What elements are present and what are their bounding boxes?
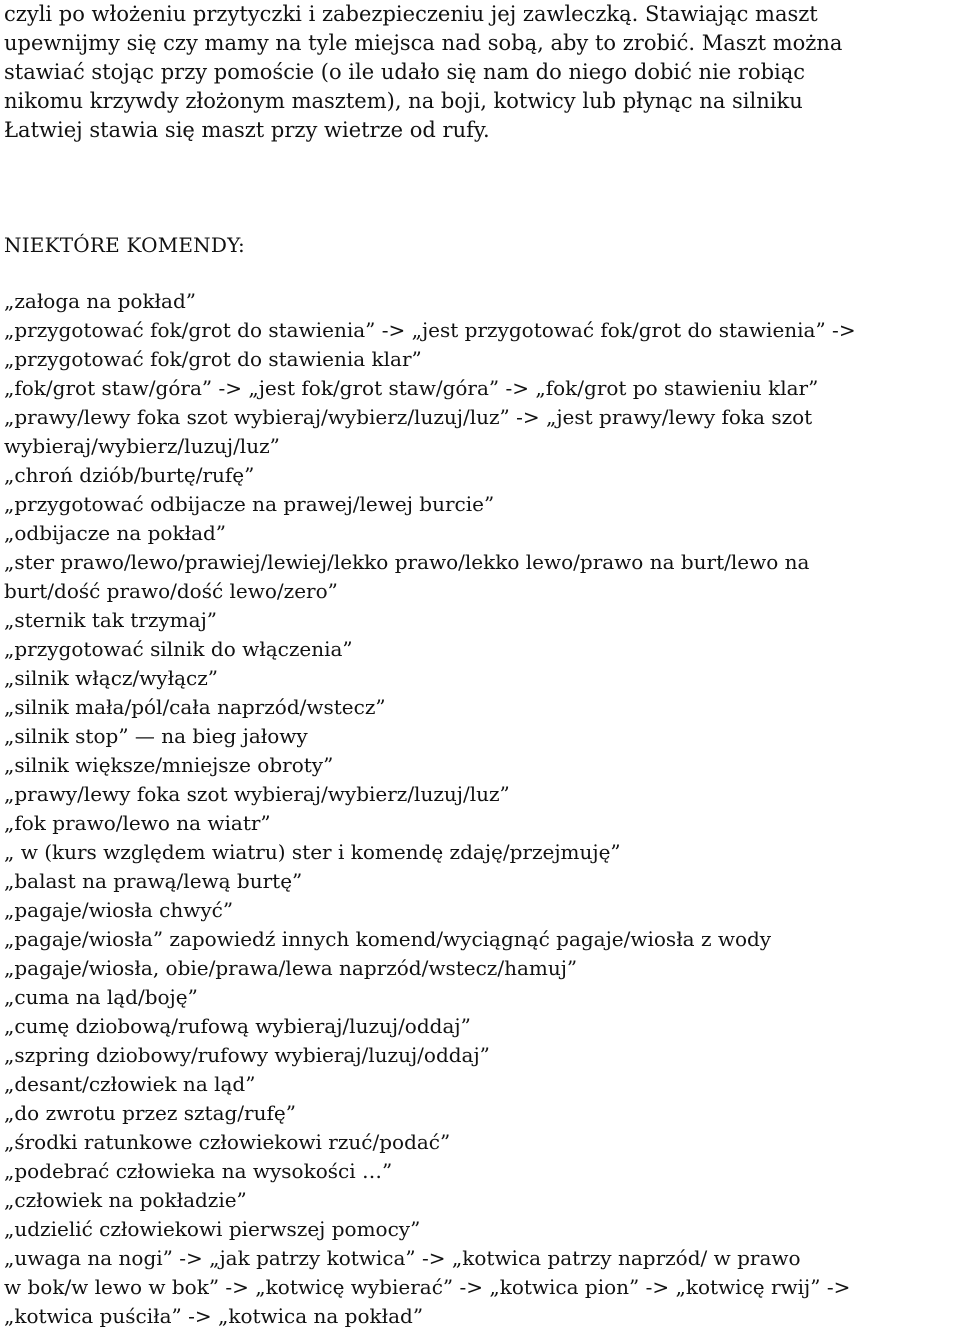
command-line: „środki ratunkowe człowiekowi rzuć/podać” — [4, 1130, 451, 1154]
command-line: „chroń dziób/burtę/rufę” — [4, 463, 255, 487]
command-line: „cumę dziobową/rufową wybieraj/luzuj/oddaj” — [4, 1014, 471, 1038]
command-line: „do zwrotu przez sztag/rufę” — [4, 1101, 296, 1125]
command-line: „szpring dziobowy/rufowy wybieraj/luzuj/oddaj” — [4, 1043, 490, 1067]
command-line: burt/dość prawo/dość lewo/zero” — [4, 579, 338, 603]
command-line: „fok prawo/lewo na wiatr” — [4, 811, 271, 835]
command-line: „podebrać człowieka na wysokości …” — [4, 1159, 393, 1183]
command-line: „fok/grot staw/góra” -> „jest fok/grot staw/góra” -> „fok/grot po stawieniu klar” — [4, 376, 819, 400]
command-line: wybieraj/wybierz/luzuj/luz” — [4, 434, 280, 458]
command-line: „cuma na ląd/boję” — [4, 985, 198, 1009]
command-line: „odbijacze na pokład” — [4, 521, 227, 545]
command-line: „silnik włącz/wyłącz” — [4, 666, 218, 690]
command-line: „silnik większe/mniejsze obroty” — [4, 753, 334, 777]
command-line: „desant/człowiek na ląd” — [4, 1072, 256, 1096]
intro-line: upewnijmy się czy mamy na tyle miejsca nad sobą, aby to zrobić. Maszt można — [4, 31, 843, 55]
command-line: w bok/w lewo w bok” -> „kotwicę wybierać” -> „kotwica pion” -> „kotwicę rwij” -> — [4, 1275, 851, 1299]
intro-line: czyli po włożeniu przytyczki i zabezpieczeniu jej zawleczką. Stawiając maszt — [4, 2, 818, 26]
command-line: „przygotować odbijacze na prawej/lewej burcie” — [4, 492, 495, 516]
command-line: „silnik stop” — na bieg jałowy — [4, 724, 308, 748]
command-line: „ster prawo/lewo/prawiej/lewiej/lekko prawo/lekko lewo/prawo na burt/lewo na — [4, 550, 810, 574]
intro-line: nikomu krzywdy złożonym masztem), na boji, kotwicy lub płynąc na silniku — [4, 89, 803, 113]
command-line: „przygotować fok/grot do stawienia klar” — [4, 347, 422, 371]
command-line: „sternik tak trzymaj” — [4, 608, 217, 632]
command-line: „pagaje/wiosła, obie/prawa/lewa naprzód/wstecz/hamuj” — [4, 956, 578, 980]
command-line: „prawy/lewy foka szot wybieraj/wybierz/luzuj/luz” — [4, 782, 510, 806]
command-line: „człowiek na pokładzie” — [4, 1188, 247, 1212]
command-line: „silnik mała/pól/cała naprzód/wstecz” — [4, 695, 386, 719]
intro-line: Łatwiej stawia się maszt przy wietrze od rufy. — [4, 118, 490, 142]
command-line: „prawy/lewy foka szot wybieraj/wybierz/luzuj/luz” -> „jest prawy/lewy foka szot — [4, 405, 813, 429]
command-line: „przygotować silnik do włączenia” — [4, 637, 353, 661]
command-line: „kotwica puściła” -> „kotwica na pokład” — [4, 1304, 424, 1328]
command-line: „balast na prawą/lewą burtę” — [4, 869, 303, 893]
command-line: „przygotować fok/grot do stawienia” -> „jest przygotować fok/grot do stawienia” -> — [4, 318, 856, 342]
intro-paragraph — [4, 0, 956, 145]
command-line: „pagaje/wiosła chwyć” — [4, 898, 234, 922]
command-line: „załoga na pokład” — [4, 289, 196, 313]
command-line: „ w (kurs względem wiatru) ster i komendę zdaję/przejmuję” — [4, 840, 621, 864]
command-line: „pagaje/wiosła” zapowiedź innych komend/wyciągnąć pagaje/wiosła z wody — [4, 927, 772, 951]
intro-line: stawiać stojąc przy pomoście (o ile udało się nam do niego dobić nie robiąc — [4, 60, 806, 84]
command-line: „udzielić człowiekowi pierwszej pomocy” — [4, 1217, 421, 1241]
commands-list — [4, 287, 956, 1331]
section-heading: NIEKTÓRE KOMENDY: — [4, 233, 245, 257]
command-line: „uwaga na nogi” -> „jak patrzy kotwica” -> „kotwica patrzy naprzód/ w prawo — [4, 1246, 801, 1270]
